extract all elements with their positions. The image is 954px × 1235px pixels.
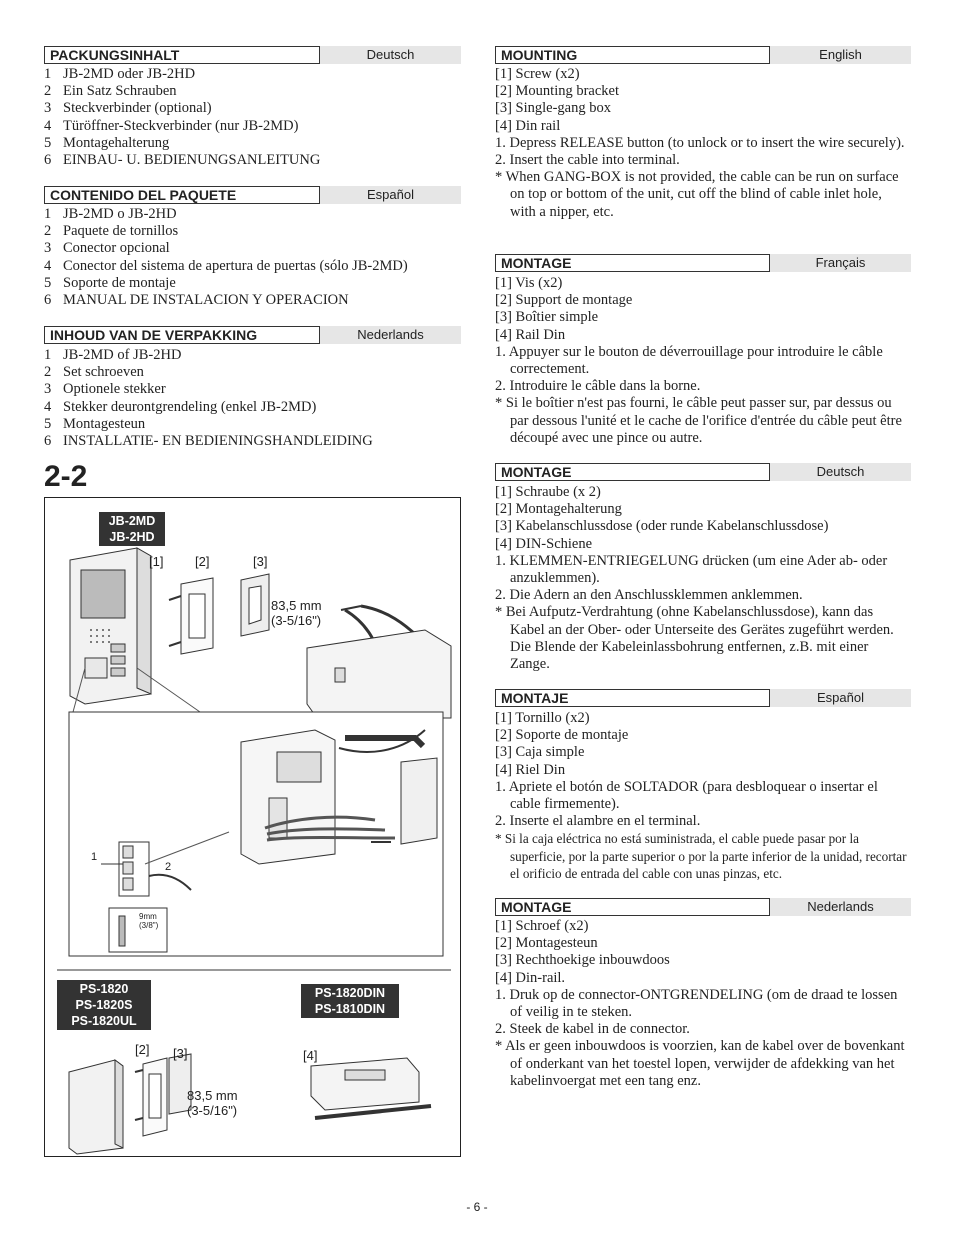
step-1-label: 1: [91, 851, 98, 863]
page-number: - 6 -: [466, 1200, 488, 1214]
section-header-mounting-en: [495, 46, 911, 64]
model-tag-jb: JB-2MD JB-2HD: [99, 512, 165, 546]
list-item: 6 INSTALLATIE- EN BEDIENINGSHANDLEIDING: [44, 433, 373, 450]
model-tag-ps: PS-1820 PS-1820S PS-1820UL: [57, 980, 151, 1030]
list-item: * Si le boîtier n'est pas fourni, le câble peut passer sur, par dessus ou par dessous l'unité et le cache de l'orifice d'entrée du câble peut être découpé avec une pince ou autre.: [495, 395, 902, 446]
list-item: [4] Rail Din: [495, 326, 566, 343]
list-item: 5 Montagehalterung: [44, 134, 170, 151]
list-item: 1 JB-2MD of JB-2HD: [44, 347, 182, 363]
list-item: [1] Schroef (x2): [495, 918, 589, 934]
list-item: 1 JB-2MD oder JB-2HD: [44, 66, 196, 82]
section-header-montage-de: [495, 463, 911, 481]
section-title: MONTAGE: [495, 898, 770, 916]
mounting-figure: [44, 497, 461, 1157]
section-header-contenido: [44, 186, 461, 204]
model-tag-din: PS-1820DIN PS-1810DIN: [301, 984, 399, 1018]
list-item: [4] Riel Din: [495, 761, 566, 778]
section-header-montage-nl: [495, 898, 911, 916]
contents-list-de: [44, 66, 320, 169]
list-item: [2] Montagehalterung: [495, 501, 622, 518]
list-item: 2. Insert the cable into terminal.: [495, 152, 680, 169]
language-label: Español: [770, 689, 911, 707]
mounting-steps-de: [495, 484, 911, 673]
contents-list-es: [44, 206, 408, 309]
language-label: Español: [320, 186, 461, 204]
list-item: 2. Steek de kabel in de connector.: [495, 1021, 690, 1038]
section-title: PACKUNGSINHALT: [44, 46, 320, 64]
list-item: 1. Druk op de connector-ONTGRENDELING (om de draad te lossen of veilig in te steken.: [495, 986, 898, 1021]
list-item: * Si la caja eléctrica no está suministrada, el cable puede pasar por la superficie, por la parte superior o por la parte inferior de la unidad, recortar el orificio de entrada del cable con unas pinzas, etc.: [495, 831, 907, 881]
mounting-steps-fr: [495, 275, 911, 447]
list-item: [2] Soporte de montaje: [495, 727, 629, 744]
label-box-b: [3]: [173, 1046, 188, 1061]
list-item: [4] Din rail: [495, 117, 561, 134]
list-item: 6 MANUAL DE INSTALACION Y OPERACION: [44, 292, 349, 309]
language-label: Français: [770, 254, 911, 272]
list-item: * Bei Aufputz-Verdrahtung (ohne Kabelanschlussdose), kann das Kabel an der Ober- oder Unterseite des Gerätes zugeführt werden. Die Blende der Kabeleinlassbohrung entfernen, z.B. mit einer Zange.: [495, 604, 894, 673]
mounting-steps-nl: [495, 918, 911, 1090]
list-item: 1. Apriete el botón de SOLTADOR (para desbloquear o insertar el cable firmemente).: [495, 778, 878, 813]
list-item: 1. Appuyer sur le bouton de déverrouillage pour introduire le câble correctement.: [495, 343, 883, 378]
list-item: 6 EINBAU- U. BEDIENUNGSANLEITUNG: [44, 152, 321, 169]
list-item: 2. Introduire le câble dans la borne.: [495, 378, 701, 395]
label-din-rail: [4]: [303, 1048, 318, 1063]
section-title: MONTAGE: [495, 254, 770, 272]
section-title: MONTAGE: [495, 463, 770, 481]
display-screen-icon: [81, 570, 125, 618]
list-item: 2 Paquete de tornillos: [44, 223, 179, 240]
list-item: 5 Soporte de montaje: [44, 274, 176, 291]
language-label: English: [770, 46, 911, 64]
language-label: Nederlands: [770, 898, 911, 916]
list-item: 4 Türöffner-Steckverbinder (nur JB-2MD): [44, 117, 299, 134]
section-header-montage-fr: [495, 254, 911, 272]
language-label: Deutsch: [320, 46, 461, 64]
label-screw: [1]: [149, 554, 164, 569]
list-item: [3] Boîtier simple: [495, 309, 599, 326]
list-item: 3 Optionele stekker: [44, 381, 166, 398]
section-title: MOUNTING: [495, 46, 770, 64]
section-title: CONTENIDO DEL PAQUETE: [44, 186, 320, 204]
section-header-packungsinhalt: [44, 46, 461, 64]
list-item: [3] Rechthoekige inbouwdoos: [495, 952, 670, 969]
list-item: 2 Ein Satz Schrauben: [44, 83, 177, 100]
section-header-montaje-es: [495, 689, 911, 707]
list-item: [1] Schraube (x 2): [495, 484, 601, 500]
mounting-steps-es: [495, 710, 911, 882]
list-item: [3] Kabelanschlussdose (oder runde Kabelanschlussdose): [495, 518, 829, 535]
label-bracket: [2]: [195, 554, 210, 569]
list-item: * When GANG-BOX is not provided, the cable can be run on surface on top or bottom of the unit, cut off the blind of cable inlet hole, with a nipper, etc.: [495, 169, 899, 220]
din-rail-icon: [311, 1058, 419, 1110]
language-label: Deutsch: [770, 463, 911, 481]
label-bracket-b: [2]: [135, 1042, 150, 1057]
screw-icon: [169, 596, 181, 600]
list-item: [1] Screw (x2): [495, 66, 580, 82]
list-item: 4 Stekker deurontgrendeling (enkel JB-2MD): [44, 398, 317, 415]
list-item: 3 Conector opcional: [44, 240, 170, 257]
list-item: 2 Set schroeven: [44, 364, 144, 381]
section-title: INHOUD VAN DE VERPAKKING: [44, 326, 320, 344]
list-item: 4 Conector del sistema de apertura de puertas (sólo JB-2MD): [44, 257, 408, 274]
list-item: [1] Tornillo (x2): [495, 710, 590, 726]
list-item: 1 JB-2MD o JB-2HD: [44, 206, 177, 222]
list-item: [4] DIN-Schiene: [495, 535, 593, 552]
list-item: [3] Single-gang box: [495, 100, 611, 117]
list-item: [3] Caja simple: [495, 744, 585, 761]
strip-length-label: 9mm (3/8"): [139, 912, 159, 930]
step-2-label: 2: [165, 861, 172, 873]
mounting-steps-en: [495, 66, 911, 221]
language-label: Nederlands: [320, 326, 461, 344]
list-item: 2. Inserte el alambre en el terminal.: [495, 813, 701, 830]
list-item: 3 Steckverbinder (optional): [44, 100, 212, 117]
list-item: 5 Montagesteun: [44, 415, 146, 432]
list-item: [1] Vis (x2): [495, 275, 563, 291]
contents-list-nl: [44, 347, 373, 450]
list-item: [2] Montagesteun: [495, 935, 598, 952]
list-item: [2] Mounting bracket: [495, 83, 620, 100]
section-header-inhoud: [44, 326, 461, 344]
figure-drawing: [45, 498, 460, 1156]
label-box: [3]: [253, 554, 268, 569]
dimension-label: 83,5 mm (3-5/16"): [271, 598, 322, 628]
section-number: 2-2: [44, 460, 88, 493]
dimension-label-b: 83,5 mm (3-5/16"): [187, 1088, 238, 1118]
list-item: [4] Din-rail.: [495, 969, 566, 986]
list-item: [2] Support de montage: [495, 292, 633, 309]
section-title: MONTAJE: [495, 689, 770, 707]
list-item: * Als er geen inbouwdoos is voorzien, kan de kabel over de bovenkant of onderkant van het toestel lopen, verwijder de afdekking van het kabelinvoergat met een tang enz.: [495, 1038, 905, 1089]
list-item: 1. KLEMMEN-ENTRIEGELUNG drücken (um eine Ader ab- oder anzuklemmen).: [495, 552, 888, 587]
list-item: 2. Die Adern an den Anschlussklemmen anklemmen.: [495, 587, 803, 604]
list-item: 1. Depress RELEASE button (to unlock or to insert the wire securely).: [495, 134, 905, 151]
